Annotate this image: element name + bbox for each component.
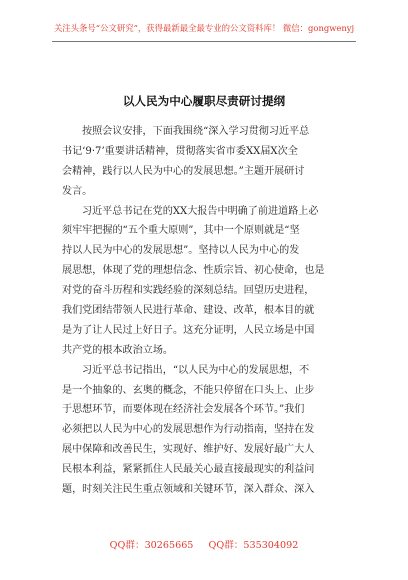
text-line: 习近平总书记在党的XX大报告中明确了前进道路上必	[82, 205, 319, 217]
text-line: 对党的奋斗历程和实践经验的深刻总结。回望历史进程，	[62, 285, 315, 297]
text-line: 题，时刻关注民生重点领域和关键环节，深入群众、深入	[62, 484, 315, 496]
text-line: 习近平总书记指出，“以人民为中心的发展思想，不	[82, 364, 310, 376]
text-line: 共产党的根本政治立场。	[62, 344, 174, 356]
footer-contact	[0, 537, 408, 551]
text-line: 书记‘9·7’重要讲话精神，贯彻落实省市委XX届X次全	[62, 145, 298, 157]
text-line: 是一个抽象的、玄奥的概念，不能只停留在口头上、止步	[62, 384, 315, 396]
paragraph-3	[62, 361, 348, 500]
document-title: 以人民为中心履职尽责研讨提纲	[122, 94, 286, 108]
footer-qq-group-2: QQ群：535304092	[208, 540, 299, 551]
text-line: 按照会议安排，下面我围绕“深入学习贯彻习近平总	[82, 126, 310, 137]
paragraph-2	[62, 202, 348, 361]
text-line: 发言。	[62, 185, 93, 197]
text-line: 会精神，践行以人民为中心的发展思想。”主题开展研讨	[62, 165, 305, 177]
document-body	[62, 122, 348, 500]
text-line: 必须把以人民为中心的发展思想作为行动指南，坚持在发	[62, 424, 315, 436]
text-line: 持以人民为中心的发展思想”。坚持以人民为中心的发	[62, 245, 300, 257]
text-line: 展中保障和改善民生，实现好、维护好、发展好最广大人	[62, 444, 315, 456]
text-line: 是为了让人民过上好日子。这充分证明，人民立场是中国	[62, 324, 315, 336]
header-banner: 关注头条号“公文研究”，获得最新最全最专业的公文资料库！ 微信：gongwenyj	[53, 23, 355, 33]
text-line: 须牢牢把握的“五个重大原则”，其中一个原则就是“坚	[62, 225, 300, 237]
text-line: 展思想，体现了党的理想信念、性质宗旨、初心使命，也是	[62, 265, 325, 277]
text-line: 民根本利益，紧紧抓住人民最关心最直接最现实的利益问	[62, 464, 315, 476]
paragraph-1	[62, 122, 348, 202]
footer-qq-group-1: QQ群：30265665	[109, 540, 194, 551]
header-divider	[52, 41, 356, 42]
text-line: 我们党团结带领人民进行革命、建设、改革，根本目的就	[62, 305, 315, 317]
text-line: 于思想环节，而要体现在经济社会发展各个环节。”我们	[62, 404, 305, 416]
